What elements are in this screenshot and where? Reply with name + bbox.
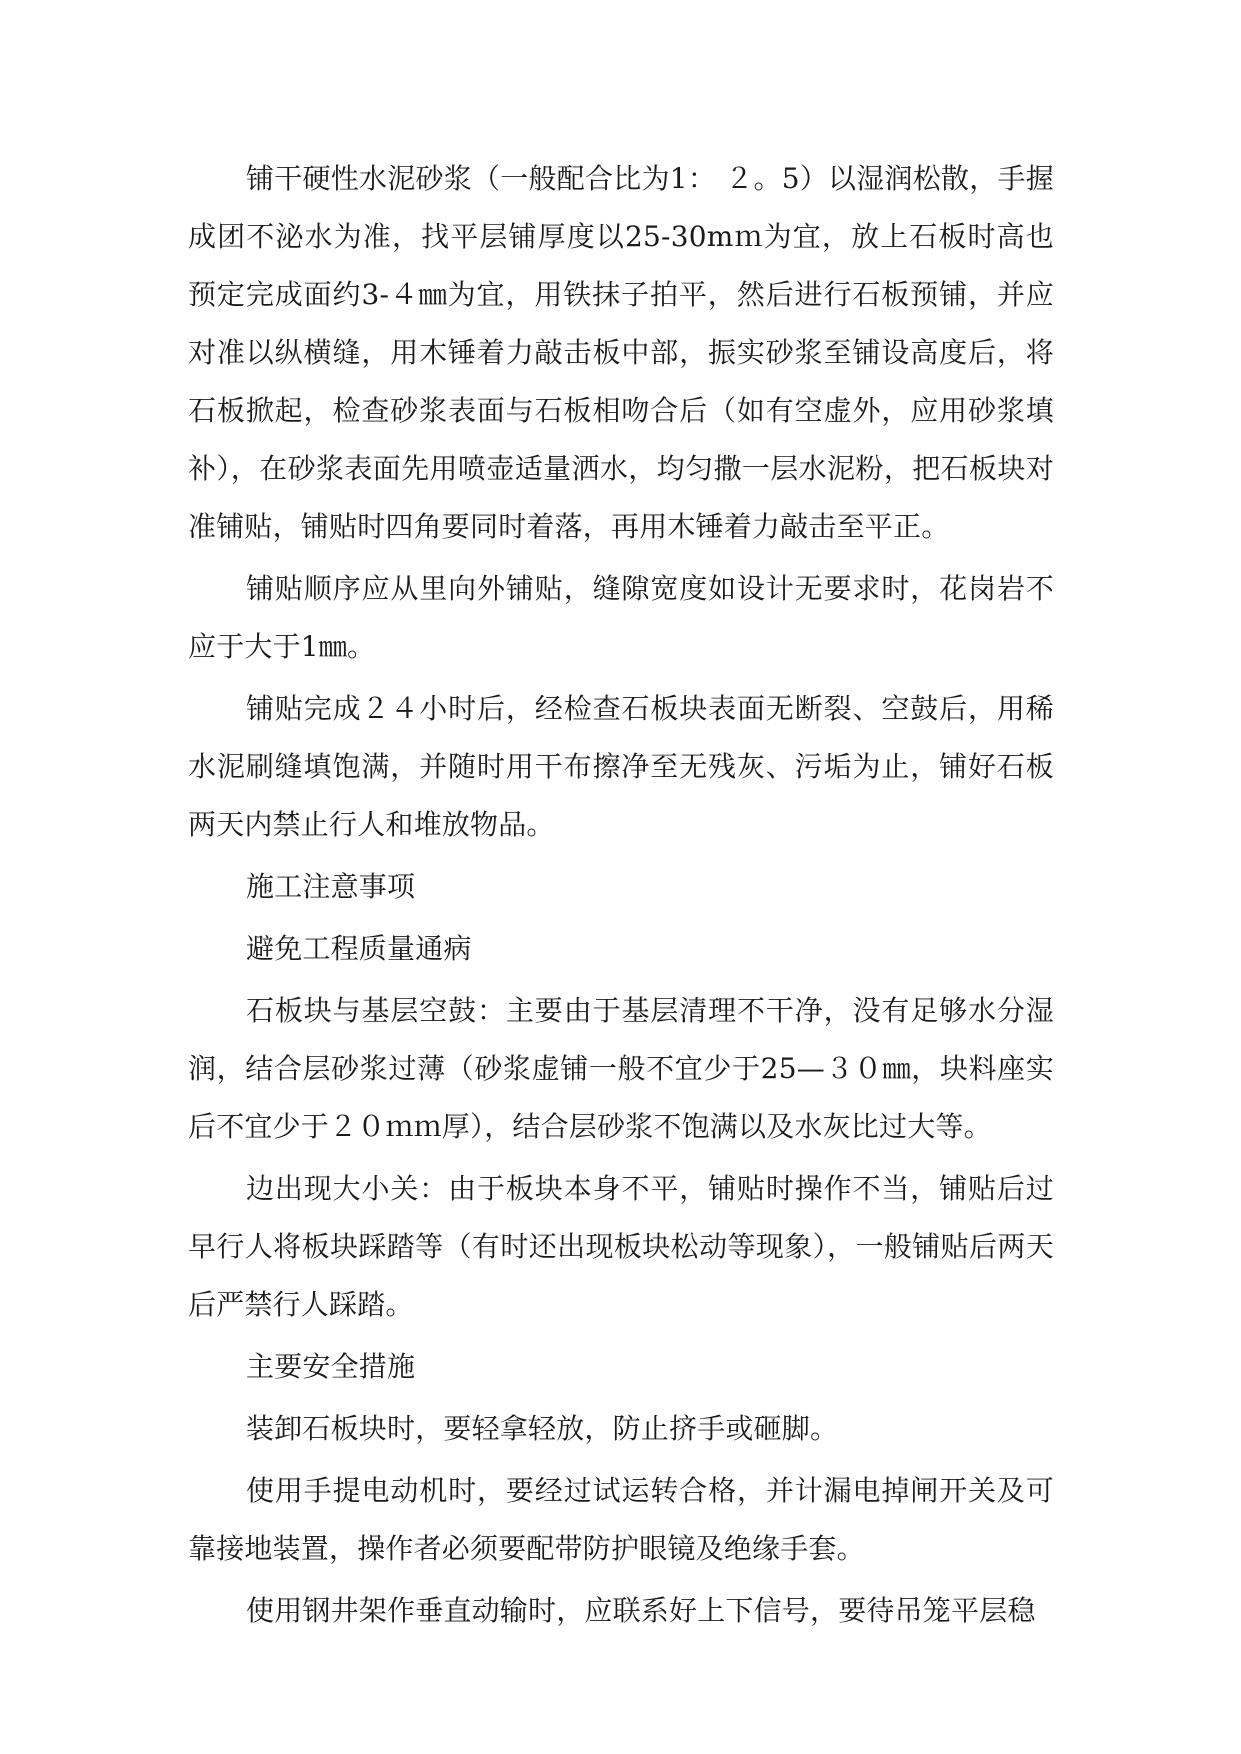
heading-construction-notes: 施工注意事项 <box>246 870 416 903</box>
heading-avoid-quality-defects: 避免工程质量通病 <box>246 932 472 965</box>
paragraph-power-tools: 使用手提电动机时，要经过试运转合格，并计漏电掉闸开关及可靠接地装置，操作者必须要配带防护眼镜及绝缘手套。 <box>188 1474 1054 1565</box>
paragraph-mortar-laying: 铺干硬性水泥砂浆（一般配合比为1： ２。5）以湿润松散，手握成团不泌水为准，找平层铺厚度以25-30mｍ为宜，放上石板时高也预定完成面约3-４㎜为宜，用铁抹子拍平，然后进行石板预铺，并应对准以纵横缝，用木锤着力敲击板中部，振实砂浆至铺设高度后，将石板掀起，检查砂浆表面与石板相吻合后（如有空虚外，应用砂浆填补），在砂浆表面先用喷壶适量洒水，均匀撒一层水泥粉，把石板块对准铺贴，铺贴时四角要同时着落，再用木锤着力敲击至平正。 <box>188 162 1054 543</box>
paragraph-handling-stone: 装卸石板块时，要轻拿轻放，防止挤手或砸脚。 <box>246 1412 839 1445</box>
paragraph-after-24-hours: 铺贴完成２４小时后，经检查石板块表面无断裂、空鼓后，用稀水泥刷缝填饱满，并随时用干布擦净至无残灰、污垢为止，铺好石板两天内禁止行人和堆放物品。 <box>188 692 1054 841</box>
document-body <box>188 150 1054 1644</box>
heading-safety-measures: 主要安全措施 <box>246 1350 416 1383</box>
paragraph-edge-unevenness: 边出现大小关：由于板块本身不平，铺贴时操作不当，铺贴后过早行人将板块踩踏等（有时还出现板块松动等现象），一般铺贴后两天后严禁行人踩踏。 <box>188 1172 1054 1321</box>
paragraph-laying-order: 铺贴顺序应从里向外铺贴，缝隙宽度如设计无要求时，花岗岩不应于大于1㎜。 <box>188 572 1054 663</box>
paragraph-hoist-transport: 使用钢井架作垂直动输时，应联系好上下信号，要待吊笼平层稳 <box>246 1594 1036 1627</box>
paragraph-hollowing: 石板块与基层空鼓：主要由于基层清理不干净，没有足够水分湿润，结合层砂浆过薄（砂浆虚铺一般不宜少于25—３０㎜，块料座实后不宜少于２０ｍｍ厚），结合层砂浆不饱满以及水灰比过大等。 <box>188 994 1054 1143</box>
